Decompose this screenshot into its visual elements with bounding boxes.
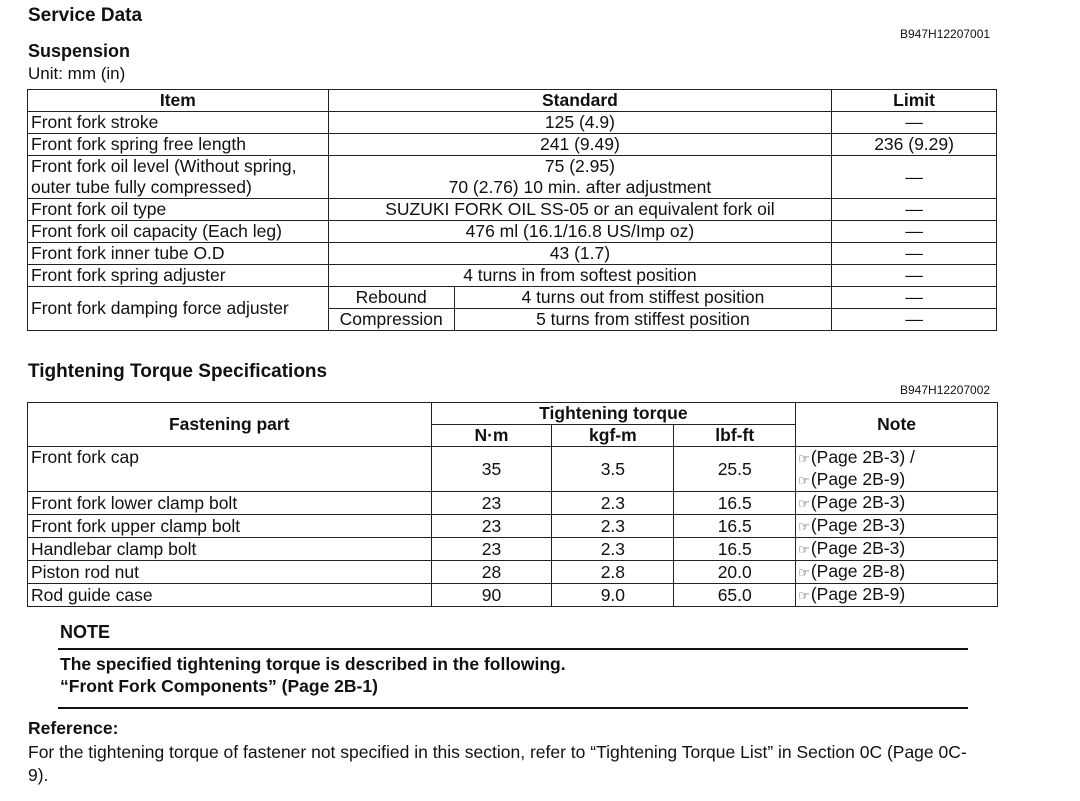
row-note	[796, 538, 998, 561]
row-lbfft: 16.5	[674, 492, 796, 515]
row-standard: 241 (9.49)	[328, 134, 831, 156]
table-row	[28, 265, 997, 287]
row-lbfft: 65.0	[674, 584, 796, 607]
table-row	[28, 492, 998, 515]
row-limit: —	[832, 287, 997, 309]
row-limit: —	[832, 309, 997, 331]
table-row	[28, 561, 998, 584]
suspension-heading: Suspension	[28, 41, 131, 61]
note-divider-bottom	[58, 707, 968, 709]
row-part: Front fork upper clamp bolt	[28, 515, 432, 538]
column-header-nm: N·m	[431, 425, 552, 447]
torque-table	[27, 402, 998, 607]
page-reference-link[interactable]: (Page 2B-3)	[810, 492, 906, 512]
table-row	[28, 112, 997, 134]
row-standard-line: 75 (2.95)	[544, 156, 615, 176]
row-nm: 28	[431, 561, 552, 584]
pointing-hand-icon: ☞	[798, 519, 810, 534]
page-reference-link[interactable]: (Page 2B-9)	[810, 584, 906, 604]
row-item	[28, 156, 329, 199]
reference-title: Reference:	[28, 718, 119, 738]
row-limit: —	[832, 265, 997, 287]
table-row	[28, 538, 998, 561]
table-row	[28, 287, 997, 309]
row-note	[796, 492, 998, 515]
table-row	[28, 447, 998, 492]
row-limit: —	[832, 243, 997, 265]
row-standard-line: 70 (2.76) 10 min. after adjustment	[448, 177, 712, 197]
row-standard: 4 turns in from softest position	[328, 265, 831, 287]
row-lbfft: 16.5	[674, 515, 796, 538]
row-nm: 35	[431, 447, 552, 492]
note-text: The specified tightening torque is described in the following.	[60, 654, 566, 674]
row-part: Rod guide case	[28, 584, 432, 607]
row-standard	[328, 156, 831, 199]
row-item: Front fork damping force adjuster	[28, 287, 329, 331]
note-divider-top	[58, 648, 968, 650]
row-lbfft: 25.5	[674, 447, 796, 492]
row-nm: 23	[431, 515, 552, 538]
rebound-label: Rebound	[328, 287, 454, 309]
rebound-value: 4 turns out from stiffest position	[454, 287, 832, 309]
column-header-torque: Tightening torque	[431, 403, 796, 425]
row-item-line: outer tube fully compressed)	[31, 177, 252, 197]
table-row	[28, 243, 997, 265]
row-standard: 43 (1.7)	[328, 243, 831, 265]
table-row	[28, 134, 997, 156]
row-item: Front fork stroke	[28, 112, 329, 134]
page-reference-link[interactable]: (Page 2B-8)	[810, 561, 906, 581]
row-standard: SUZUKI FORK OIL SS-05 or an equivalent fork oil	[328, 199, 831, 221]
section-code: B947H12207002	[900, 383, 991, 397]
table-row	[28, 199, 997, 221]
table-row	[28, 221, 997, 243]
pointing-hand-icon: ☞	[798, 451, 810, 466]
section-code: B947H12207001	[900, 27, 991, 41]
row-part: Front fork cap	[28, 447, 432, 492]
table-header-row	[28, 403, 998, 425]
row-limit: 236 (9.29)	[832, 134, 997, 156]
compression-value: 5 turns from stiffest position	[454, 309, 832, 331]
note-text: “Front Fork Components” (Page 2B-1)	[60, 676, 378, 696]
suspension-table	[27, 89, 997, 331]
pointing-hand-icon: ☞	[798, 565, 810, 580]
table-row	[28, 156, 997, 199]
page-title: Service Data	[28, 5, 143, 26]
row-item: Front fork inner tube O.D	[28, 243, 329, 265]
row-item: Front fork oil capacity (Each leg)	[28, 221, 329, 243]
page-reference-link[interactable]: (Page 2B-3) /	[810, 447, 915, 467]
page-reference-link[interactable]: (Page 2B-9)	[810, 469, 906, 489]
unit-label: Unit: mm (in)	[28, 64, 126, 83]
column-header-note: Note	[796, 403, 998, 447]
table-row	[28, 515, 998, 538]
column-header-part: Fastening part	[28, 403, 432, 447]
row-item: Front fork spring adjuster	[28, 265, 329, 287]
pointing-hand-icon: ☞	[798, 588, 810, 603]
row-standard: 476 ml (16.1/16.8 US/Imp oz)	[328, 221, 831, 243]
row-standard: 125 (4.9)	[328, 112, 831, 134]
pointing-hand-icon: ☞	[798, 473, 810, 488]
row-note	[796, 584, 998, 607]
row-item: Front fork oil type	[28, 199, 329, 221]
row-kgfm: 2.3	[552, 538, 674, 561]
column-header-kgfm: kgf-m	[552, 425, 674, 447]
row-nm: 90	[431, 584, 552, 607]
row-lbfft: 20.0	[674, 561, 796, 584]
table-header-row	[28, 90, 997, 112]
row-kgfm: 2.3	[552, 492, 674, 515]
row-nm: 23	[431, 492, 552, 515]
page-reference-link[interactable]: (Page 2B-3)	[810, 538, 906, 558]
row-limit: —	[832, 221, 997, 243]
row-note	[796, 515, 998, 538]
note-title: NOTE	[60, 622, 111, 642]
row-item: Front fork spring free length	[28, 134, 329, 156]
row-limit: —	[832, 199, 997, 221]
row-limit: —	[832, 156, 997, 199]
row-part: Handlebar clamp bolt	[28, 538, 432, 561]
table-row	[28, 584, 998, 607]
row-kgfm: 2.3	[552, 515, 674, 538]
pointing-hand-icon: ☞	[798, 496, 810, 511]
page-reference-link[interactable]: (Page 2B-3)	[810, 515, 906, 535]
row-note	[796, 447, 998, 492]
row-part: Piston rod nut	[28, 561, 432, 584]
torque-heading: Tightening Torque Specifications	[28, 361, 328, 382]
row-kgfm: 3.5	[552, 447, 674, 492]
row-nm: 23	[431, 538, 552, 561]
row-note	[796, 561, 998, 584]
column-header-item: Item	[28, 90, 329, 112]
pointing-hand-icon: ☞	[798, 542, 810, 557]
row-kgfm: 2.8	[552, 561, 674, 584]
compression-label: Compression	[328, 309, 454, 331]
row-part: Front fork lower clamp bolt	[28, 492, 432, 515]
row-limit: —	[832, 112, 997, 134]
column-header-lbfft: lbf-ft	[674, 425, 796, 447]
row-lbfft: 16.5	[674, 538, 796, 561]
reference-text: For the tightening torque of fastener not specified in this section, refer to “Tightening Torque List” in Section 0C (Page 0C-9).	[28, 742, 967, 785]
column-header-limit: Limit	[832, 90, 997, 112]
row-item-line: Front fork oil level (Without spring,	[31, 156, 297, 176]
row-kgfm: 9.0	[552, 584, 674, 607]
column-header-standard: Standard	[328, 90, 831, 112]
